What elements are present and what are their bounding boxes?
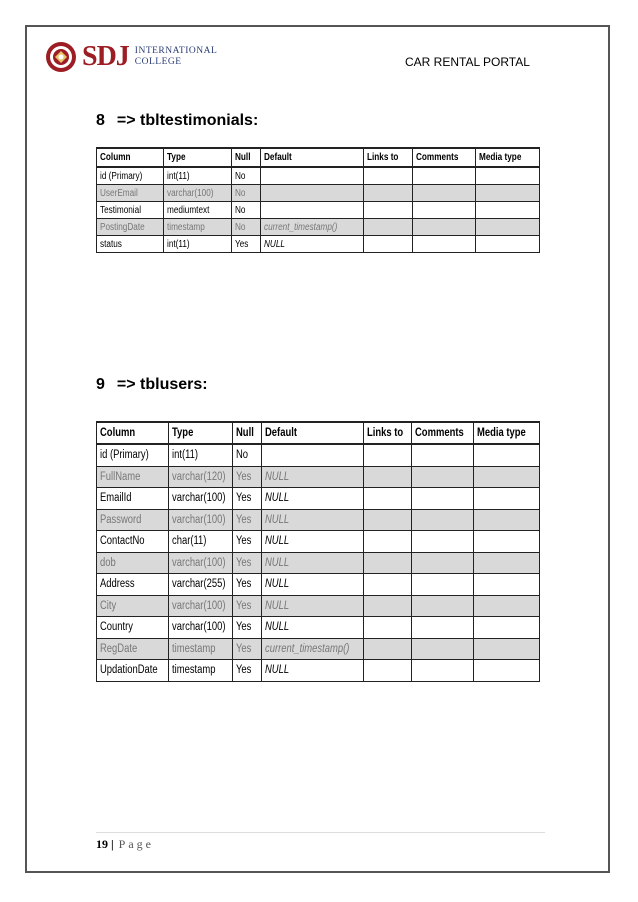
table-cell-text: NULL: [265, 556, 290, 569]
table-cell: [97, 466, 169, 488]
table-cell: [262, 660, 364, 682]
table-cell: [97, 444, 169, 466]
table-row: [97, 617, 540, 639]
table-row: [97, 574, 540, 596]
table-cell: [232, 167, 261, 185]
table-cell: [412, 574, 474, 596]
table-cell: [262, 444, 364, 466]
table-cell-text: timestamp: [172, 642, 216, 655]
table-cell: [261, 202, 364, 219]
column-header: [364, 422, 412, 444]
table-cell-text: mediumtext: [167, 204, 210, 216]
logo-subtitle: [135, 46, 218, 68]
column-header: [169, 422, 233, 444]
table-cell: [97, 488, 169, 510]
table-cell-text: ContactNo: [100, 535, 145, 548]
table-row: [97, 660, 540, 682]
table-cell-text: int(11): [172, 449, 199, 462]
table-cell: [97, 236, 164, 253]
column-header: [232, 148, 261, 167]
table-cell-text: varchar(100): [172, 492, 226, 505]
table-cell: [97, 531, 169, 553]
column-header: [474, 422, 540, 444]
table-cell: [474, 488, 540, 510]
table-cell: [474, 595, 540, 617]
column-header-label: Null: [235, 152, 251, 163]
column-header-label: Column: [100, 152, 131, 163]
logo-mark: SDJ: [82, 41, 129, 72]
table-cell-text: PostingDate: [100, 221, 145, 233]
table-cell-text: Yes: [236, 621, 252, 634]
table-cell-text: Yes: [236, 513, 252, 526]
table-cell-text: timestamp: [167, 221, 205, 233]
section-title-tblusers: [96, 376, 220, 394]
table-cell: [97, 595, 169, 617]
column-header: [413, 148, 476, 167]
table-cell: [169, 552, 233, 574]
table-cell-text: int(11): [167, 170, 190, 182]
table-cell-text: timestamp: [172, 664, 216, 677]
table-cell-text: varchar(120): [172, 470, 226, 483]
table-cell: [364, 202, 413, 219]
table-cell: [474, 660, 540, 682]
table-cell-text: id (Primary): [100, 170, 143, 182]
table-cell: [413, 219, 476, 236]
table-cell: [262, 595, 364, 617]
table-cell-text: Yes: [236, 642, 252, 655]
table-cell-text: FullName: [100, 470, 141, 483]
footer-divider: [96, 832, 545, 833]
table-cell: [476, 219, 540, 236]
table-cell: [169, 574, 233, 596]
table-cell: [262, 552, 364, 574]
table-cell: [233, 638, 262, 660]
table-cell: [97, 660, 169, 682]
table-cell: [412, 531, 474, 553]
table-cell: [169, 444, 233, 466]
table-cell: [169, 638, 233, 660]
table-row: [97, 531, 540, 553]
table-cell: [97, 219, 164, 236]
column-header: [261, 148, 364, 167]
table-row: [97, 638, 540, 660]
table-header-row: [97, 148, 540, 167]
table-cell-text: No: [235, 187, 246, 199]
table-tblusers: [96, 421, 540, 682]
table-cell-text: varchar(255): [172, 578, 226, 591]
table-cell: [474, 638, 540, 660]
table-cell: [164, 236, 232, 253]
table-cell-text: NULL: [265, 621, 290, 634]
table-cell: [261, 167, 364, 185]
table-cell: [364, 660, 412, 682]
table-cell-text: NULL: [265, 470, 290, 483]
table-cell: [164, 167, 232, 185]
table-cell: [364, 552, 412, 574]
section-number: 9: [96, 376, 105, 393]
table-cell: [233, 574, 262, 596]
table-cell-text: int(11): [167, 238, 190, 250]
table-cell: [364, 185, 413, 202]
table-cell-text: varchar(100): [172, 556, 226, 569]
table-cell: [364, 236, 413, 253]
table-cell: [164, 219, 232, 236]
table-cell: [412, 509, 474, 531]
section-label: => tbltestimonials:: [116, 112, 259, 129]
table-cell-text: No: [235, 170, 246, 182]
table-cell: [412, 444, 474, 466]
table-cell: [169, 466, 233, 488]
table-cell-text: NULL: [264, 238, 285, 250]
table-cell: [169, 660, 233, 682]
table-cell: [364, 617, 412, 639]
table-cell: [413, 236, 476, 253]
table-cell: [364, 638, 412, 660]
table-cell-text: Yes: [236, 599, 252, 612]
table-cell: [364, 531, 412, 553]
table-cell: [474, 466, 540, 488]
column-header-label: Type: [172, 427, 194, 439]
table-cell: [474, 552, 540, 574]
table-cell-text: NULL: [265, 535, 290, 548]
table-cell: [233, 617, 262, 639]
table-cell-text: Yes: [236, 492, 252, 505]
table-row: [97, 595, 540, 617]
table-cell-text: RegDate: [100, 642, 138, 655]
table-cell: [262, 466, 364, 488]
table-cell: [364, 509, 412, 531]
table-cell: [412, 595, 474, 617]
column-header-label: Column: [100, 427, 136, 439]
table-cell: [364, 574, 412, 596]
table-cell-text: dob: [100, 556, 116, 569]
table-row: [97, 466, 540, 488]
table-cell: [169, 509, 233, 531]
footer-separator: |: [111, 837, 114, 851]
column-header-label: Media type: [479, 152, 522, 163]
column-header-label: Links to: [367, 152, 399, 163]
table-cell: [364, 466, 412, 488]
table-cell: [97, 167, 164, 185]
table-cell-text: Yes: [235, 238, 249, 250]
column-header-label: Null: [236, 427, 254, 439]
table-cell: [413, 167, 476, 185]
table-cell: [474, 617, 540, 639]
column-header: [262, 422, 364, 444]
table-cell: [474, 444, 540, 466]
table-cell: [97, 185, 164, 202]
table-cell: [364, 595, 412, 617]
table-cell: [232, 236, 261, 253]
table-cell: [164, 185, 232, 202]
table-cell: [233, 531, 262, 553]
table-cell: [169, 531, 233, 553]
table-cell: [169, 595, 233, 617]
table-cell: [364, 488, 412, 510]
table-row: [97, 444, 540, 466]
table-cell-text: Password: [100, 513, 142, 526]
table-cell-text: No: [235, 204, 246, 216]
table-cell-text: Yes: [236, 535, 252, 548]
table-row: [97, 509, 540, 531]
college-seal-icon: [44, 40, 78, 74]
table-cell: [97, 552, 169, 574]
table-cell-text: Yes: [236, 556, 252, 569]
table-cell: [164, 202, 232, 219]
table-cell-text: No: [236, 449, 249, 462]
table-row: [97, 202, 540, 219]
column-header-label: Default: [264, 152, 292, 163]
table-cell: [474, 509, 540, 531]
table-cell-text: Yes: [236, 578, 252, 591]
column-header: [364, 148, 413, 167]
table-cell: [476, 202, 540, 219]
table-tbltestimonials: [96, 147, 540, 253]
table-cell-text: Testimonial: [100, 204, 142, 216]
table-cell: [233, 509, 262, 531]
table-row: [97, 167, 540, 185]
page-word: Page: [118, 837, 154, 851]
logo-line-1: INTERNATIONAL: [134, 46, 218, 56]
table-cell-text: UserEmail: [100, 187, 138, 199]
table-row: [97, 552, 540, 574]
table-cell-text: NULL: [265, 664, 290, 677]
table-cell: [262, 488, 364, 510]
page-number: 19: [96, 837, 108, 851]
table-cell-text: NULL: [265, 513, 290, 526]
table-cell-text: Country: [100, 621, 134, 634]
column-header: [412, 422, 474, 444]
table-cell: [233, 466, 262, 488]
table-cell-text: Yes: [236, 470, 252, 483]
table-cell-text: NULL: [265, 492, 290, 505]
table-cell: [413, 202, 476, 219]
logo-line-2: COLLEGE: [134, 57, 182, 67]
table-cell: [412, 660, 474, 682]
table-cell-text: NULL: [265, 578, 290, 591]
table-cell: [97, 509, 169, 531]
table-cell: [262, 509, 364, 531]
table-cell-text: varchar(100): [172, 599, 226, 612]
column-header: [97, 148, 164, 167]
table-cell-text: char(11): [172, 535, 207, 548]
table-cell: [232, 219, 261, 236]
table-cell: [262, 531, 364, 553]
table-cell: [233, 488, 262, 510]
table-cell: [262, 617, 364, 639]
table-cell-text: EmailId: [100, 492, 132, 505]
table-cell: [233, 444, 262, 466]
column-header: [164, 148, 232, 167]
table-cell-text: current_timestamp(): [264, 221, 338, 233]
table-cell: [97, 617, 169, 639]
table-cell-text: current_timestamp(): [265, 642, 350, 655]
table-cell: [262, 638, 364, 660]
column-header-label: Default: [265, 427, 297, 439]
table-cell: [232, 185, 261, 202]
table-cell: [364, 167, 413, 185]
table-cell-text: varchar(100): [172, 513, 226, 526]
table-cell-text: Address: [100, 578, 135, 591]
table-cell: [412, 552, 474, 574]
table-cell: [233, 595, 262, 617]
table-cell-text: No: [235, 221, 246, 233]
table-cell: [233, 660, 262, 682]
table-cell: [232, 202, 261, 219]
table-cell-text: UpdationDate: [100, 664, 158, 677]
section-label: => tblusers:: [116, 376, 208, 393]
column-header-label: Comments: [416, 152, 459, 163]
table-cell: [412, 466, 474, 488]
table-cell: [412, 617, 474, 639]
table-cell-text: NULL: [265, 599, 290, 612]
table-cell: [261, 185, 364, 202]
table-cell: [412, 488, 474, 510]
column-header: [476, 148, 540, 167]
table-cell: [364, 444, 412, 466]
table-cell: [364, 219, 413, 236]
table-cell: [413, 185, 476, 202]
column-header-label: Comments: [415, 427, 464, 439]
table-row: [97, 236, 540, 253]
table-cell-text: Yes: [236, 664, 252, 677]
section-number: 8: [96, 112, 105, 129]
table-cell: [476, 185, 540, 202]
column-header: [233, 422, 262, 444]
table-cell: [476, 236, 540, 253]
table-cell: [97, 638, 169, 660]
column-header-label: Links to: [367, 427, 404, 439]
section-title-tbltestimonials: [96, 112, 270, 130]
table-cell: [169, 488, 233, 510]
column-header: [97, 422, 169, 444]
table-cell: [169, 617, 233, 639]
table-cell: [474, 574, 540, 596]
table-cell-text: status: [100, 238, 122, 250]
table-header-row: [97, 422, 540, 444]
column-header-label: Type: [167, 152, 186, 163]
table-cell-text: varchar(100): [172, 621, 226, 634]
table-cell-text: id (Primary): [100, 449, 149, 462]
table-cell: [474, 531, 540, 553]
table-cell: [412, 638, 474, 660]
table-row: [97, 219, 540, 236]
table-row: [97, 488, 540, 510]
table-cell: [261, 219, 364, 236]
column-header-label: Media type: [477, 427, 526, 439]
table-cell: [262, 574, 364, 596]
table-cell: [233, 552, 262, 574]
table-row: [97, 185, 540, 202]
table-cell: [97, 202, 164, 219]
page-footer: [96, 837, 154, 852]
table-cell: [261, 236, 364, 253]
document-title: CAR RENTAL PORTAL: [405, 55, 530, 69]
table-cell-text: varchar(100): [167, 187, 214, 199]
table-cell: [97, 574, 169, 596]
college-logo: [44, 40, 217, 74]
table-cell-text: City: [100, 599, 117, 612]
table-cell: [476, 167, 540, 185]
